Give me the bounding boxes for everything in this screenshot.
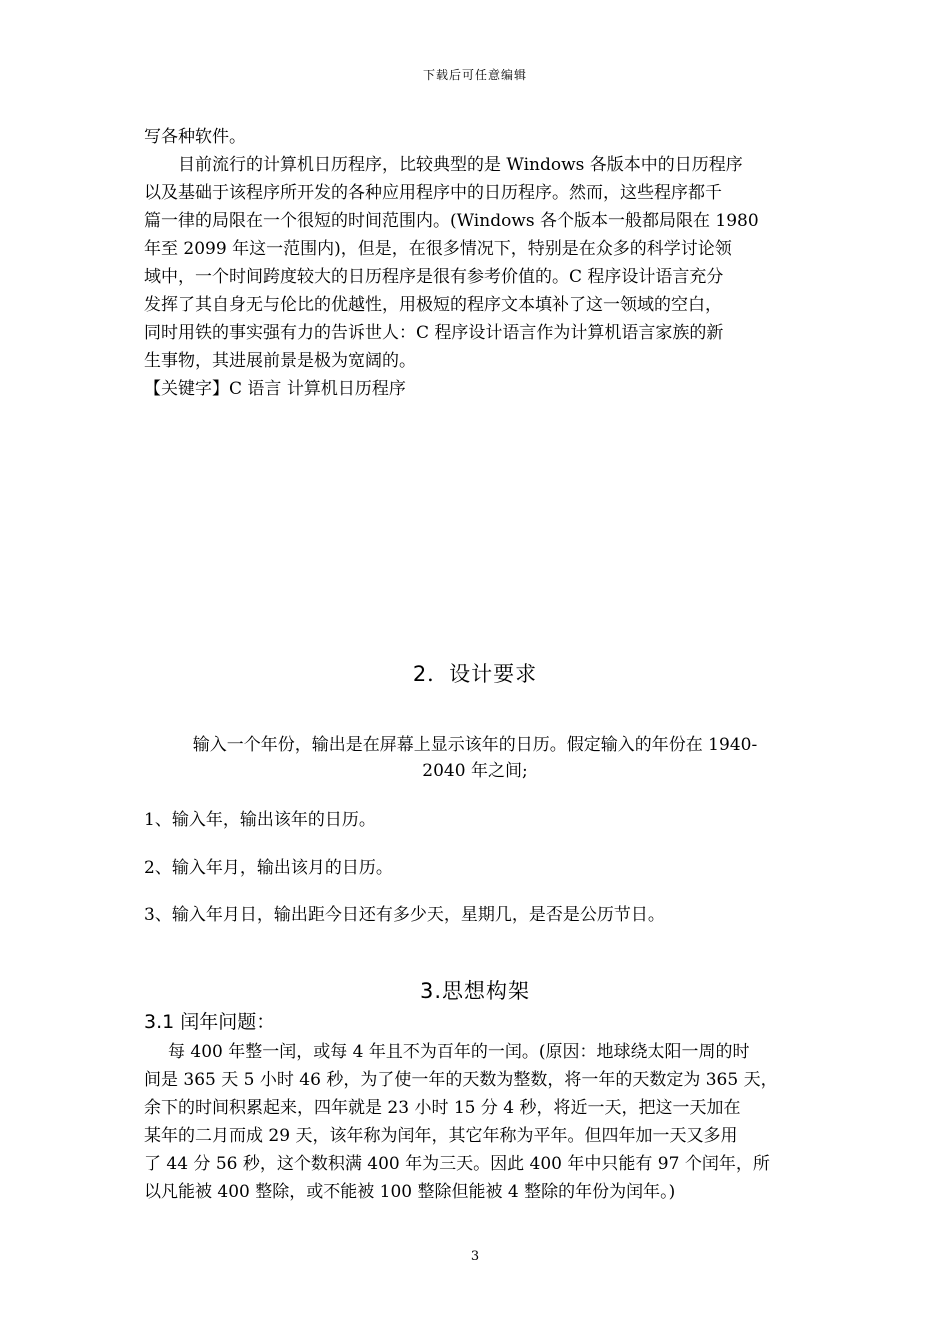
section-2-intro-line: 2040 年之间; [422,761,528,781]
abstract-line: 篇一律的局限在一个很短的时间范围内。(Windows 各个版本一般都局限在 1980 [144,211,759,231]
abstract-line: 同时用铁的事实强有力的告诉世人：C 程序设计语言作为计算机语言家族的新 [144,323,724,343]
leap-year-line: 每 400 年整一闰，或每 4 年且不为百年的一闰。(原因：地球绕太阳一周的时 [168,1042,750,1062]
leap-year-line: 了 44 分 56 秒，这个数积满 400 年为三天。因此 400 年中只能有 97 个闰年，所 [144,1154,770,1174]
abstract-line: 目前流行的计算机日历程序，比较典型的是 Windows 各版本中的日历程序 [178,155,743,175]
leap-year-line: 某年的二月而成 29 天，该年称为闰年，其它年称为平年。但四年加一天又多用 [144,1126,738,1146]
section-3-1-subtitle: 3.1 闰年问题： [144,1011,276,1033]
abstract-line: 发挥了其自身无与伦比的优越性，用极短的程序文本填补了这一领域的空白， [144,295,722,315]
keywords-line: 【关键字】C 语言 计算机日历程序 [144,379,406,399]
requirement-item: 1、输入年，输出该年的日历。 [144,810,376,830]
abstract-line: 域中，一个时间跨度较大的日历程序是很有参考价值的。C 程序设计语言充分 [144,267,724,287]
requirement-item: 2、输入年月，输出该月的日历。 [144,858,393,878]
leap-year-line: 余下的时间积累起来，四年就是 23 小时 15 分 4 秒，将近一天，把这一天加在 [144,1098,741,1118]
leap-year-line: 以凡能被 400 整除，或不能被 100 整除但能被 4 整除的年份为闰年。) [144,1182,676,1202]
section-2-intro-line: 输入一个年份，输出是在屏幕上显示该年的日历。假定输入的年份在 1940- [192,735,758,755]
abstract-paragraph [144,123,814,403]
abstract-line: 以及基础于该程序所开发的各种应用程序中的日历程序。然而，这些程序都千 [144,183,722,203]
requirement-item: 3、输入年月日，输出距今日还有多少天，星期几，是否是公历节日。 [144,905,665,925]
abstract-line: 年至 2099 年这一范围内)，但是，在很多情况下，特别是在众多的科学讨论领 [144,239,732,259]
leap-year-line: 间是 365 天 5 小时 46 秒，为了使一年的天数为整数，将一年的天数定为 365 天， [144,1070,778,1090]
page-number: 3 [470,1249,480,1264]
abstract-line: 写各种软件。 [144,127,246,147]
abstract-line: 生事物，其进展前景是极为宽阔的。 [144,351,416,371]
section-2-title: 2．设计要求 [412,662,538,686]
section-3-title: 3.思想构架 [419,979,531,1003]
page-header: 下载后可任意编辑 [422,68,527,82]
leap-year-paragraph [144,1038,814,1206]
